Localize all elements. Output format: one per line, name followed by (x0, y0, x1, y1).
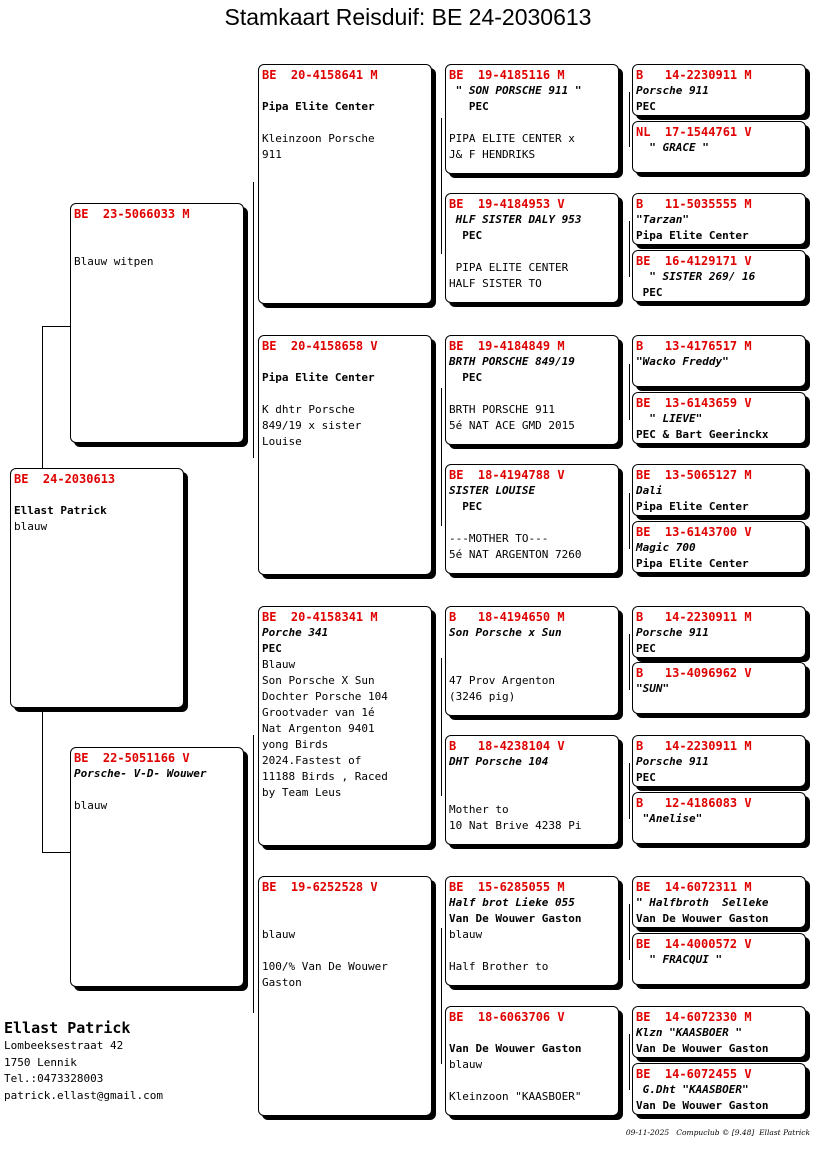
card-line: Gaston (262, 976, 302, 989)
pigeon-card-gen4[interactable] (632, 250, 806, 302)
pigeon-card-great-grandparent[interactable] (445, 193, 619, 303)
card-line: Pipa Elite Center (262, 371, 375, 384)
card-line: " Halfbroth Selleke (636, 896, 769, 909)
ring-number: B 14-2230911 M (636, 68, 752, 82)
card-line: blauw (449, 928, 483, 941)
ring-number: B 13-4176517 M (636, 339, 752, 353)
pigeon-card-great-grandparent[interactable] (445, 735, 619, 845)
connector-line (629, 763, 630, 819)
pigeon-card-gen4[interactable] (632, 64, 806, 116)
card-line: DHT Porsche 104 (449, 755, 549, 768)
page-title: Stamkaart Reisduif: BE 24-2030613 (224, 4, 592, 30)
card-line: BRTH PORSCHE 911 (449, 403, 555, 416)
card-line: PEC & Bart Geerinckx (636, 428, 769, 441)
ring-number: BE 13-5065127 M (636, 468, 752, 482)
pigeon-card-mother[interactable] (70, 747, 244, 987)
card-line (262, 386, 428, 402)
card-line: Pipa Elite Center (262, 100, 375, 113)
card-line: by Team Leus (262, 786, 342, 799)
card-line: (3246 pig) (449, 690, 516, 703)
card-line: Blauw witpen (74, 255, 154, 268)
pigeon-card-gen4[interactable] (632, 464, 806, 516)
card-line: Van De Wouwer Gaston (636, 912, 769, 925)
pigeon-card-gen4[interactable] (632, 392, 806, 444)
ring-number: BE 15-6285055 M (449, 880, 565, 894)
pigeon-card-great-grandparent[interactable] (445, 1006, 619, 1116)
card-line: Kleinzoon Porsche (262, 132, 375, 145)
pigeon-card-grandparent[interactable] (258, 335, 432, 575)
card-line (449, 786, 615, 802)
ring-number: BE 19-4184849 M (449, 339, 565, 353)
ring-number: BE 20-4158341 M (262, 610, 378, 624)
connector-line (629, 221, 630, 277)
card-line: PEC (449, 500, 483, 513)
card-line: BRTH PORSCHE 849/19 (449, 355, 575, 368)
pigeon-card-gen4[interactable] (632, 735, 806, 787)
ring-number: BE 14-6072455 V (636, 1067, 752, 1081)
card-line: ---MOTHER TO--- (449, 532, 549, 545)
card-line (449, 386, 615, 402)
card-line: Porsche 911 (636, 84, 709, 97)
card-line: Dali (636, 484, 663, 497)
card-line: Van De Wouwer Gaston (636, 1099, 769, 1112)
card-line: 911 (262, 148, 282, 161)
ring-number: B 18-4238104 V (449, 739, 565, 753)
ring-number: BE 14-6072330 M (636, 1010, 752, 1024)
owner-street: Lombeeksestraat 42 (4, 1039, 124, 1052)
ring-number: BE 20-4158658 V (262, 339, 378, 353)
card-line: PEC (449, 371, 483, 384)
connector-line (629, 1034, 630, 1090)
card-line (74, 238, 240, 254)
card-line: Blauw (262, 658, 296, 671)
card-line: Grootvader van 1é (262, 706, 375, 719)
ring-number: BE 18-6063706 V (449, 1010, 565, 1024)
connector-line (629, 904, 630, 960)
card-line (262, 115, 428, 131)
pigeon-card-subject[interactable] (10, 468, 184, 708)
card-line: J& F HENDRIKS (449, 148, 536, 161)
card-line: "SUN" (636, 682, 670, 695)
card-line: PEC (636, 642, 656, 655)
pigeon-card-gen4[interactable] (632, 335, 806, 387)
card-line (74, 782, 240, 798)
ring-number: BE 19-4184953 V (449, 197, 565, 211)
card-line: yong Birds (262, 738, 329, 751)
pigeon-card-gen4[interactable] (632, 1006, 806, 1058)
card-line: Ellast Patrick (14, 504, 107, 517)
card-line: Son Porsche x Sun (449, 626, 562, 639)
card-line (449, 770, 615, 786)
card-line: SISTER LOUISE (449, 484, 536, 497)
card-line: Porsche 911 (636, 755, 709, 768)
card-line: Son Porsche X Sun (262, 674, 375, 687)
connector-line (42, 326, 43, 470)
card-line (262, 354, 428, 370)
pigeon-card-grandparent[interactable] (258, 606, 432, 846)
connector-line (441, 388, 442, 526)
connector-line (629, 634, 630, 690)
card-line: " GRACE " (636, 141, 709, 154)
ring-number: BE 19-6252528 V (262, 880, 378, 894)
card-line (449, 115, 615, 131)
card-line: Mother to (449, 803, 509, 816)
card-line: "Tarzan" (636, 213, 689, 226)
card-line (449, 1073, 615, 1089)
connector-line (629, 493, 630, 549)
card-line: 5é NAT ARGENTON 7260 (449, 548, 582, 561)
pigeon-card-gen4[interactable] (632, 792, 806, 844)
card-line (14, 487, 180, 503)
ring-number: BE 23-5066033 M (74, 207, 190, 221)
connector-line (629, 364, 630, 420)
pigeon-card-gen4[interactable] (632, 876, 806, 928)
card-line: Kleinzoon "KAASBOER" (449, 1090, 582, 1103)
card-line: 100/% Van De Wouwer (262, 960, 388, 973)
card-line: Half Brother to (449, 960, 549, 973)
card-line: Louise (262, 435, 302, 448)
pigeon-card-great-grandparent[interactable] (445, 606, 619, 716)
card-line: K dhtr Porsche (262, 403, 355, 416)
pigeon-card-gen4[interactable] (632, 193, 806, 245)
ring-number: B 13-4096962 V (636, 666, 752, 680)
ring-number: BE 18-4194788 V (449, 468, 565, 482)
card-line: Pipa Elite Center (636, 229, 749, 242)
card-line: HALF SISTER TO (449, 277, 542, 290)
card-line: Magic 700 (636, 541, 696, 554)
owner-info (4, 1018, 163, 1104)
card-line (449, 943, 615, 959)
ring-number: BE 13-6143659 V (636, 396, 752, 410)
card-line: Van De Wouwer Gaston (636, 1042, 769, 1055)
card-line (74, 222, 240, 238)
pigeon-card-gen4[interactable] (632, 662, 806, 714)
card-line: 2024.Fastest of (262, 754, 362, 767)
card-line: " SISTER 269/ 16 (636, 270, 756, 283)
card-line (262, 895, 428, 911)
connector-line (441, 928, 442, 1064)
card-line: 10 Nat Brive 4238 Pi (449, 819, 582, 832)
card-line: PEC (636, 771, 656, 784)
card-line: " LIEVE" (636, 412, 703, 425)
card-line: blauw (449, 1058, 483, 1071)
card-line: PEC (449, 100, 489, 113)
card-line: Half brot Lieke 055 (449, 896, 575, 909)
card-line: "Anelise" (636, 812, 703, 825)
ring-number: BE 19-4185116 M (449, 68, 565, 82)
ring-number: B 12-4186083 V (636, 796, 752, 810)
ring-number: B 11-5035555 M (636, 197, 752, 211)
connector-line (42, 852, 70, 853)
card-line (449, 515, 615, 531)
ring-number: B 18-4194650 M (449, 610, 565, 624)
card-line (449, 641, 615, 657)
card-line: blauw (14, 520, 48, 533)
ring-number: BE 16-4129171 V (636, 254, 752, 268)
pigeon-card-gen4[interactable] (632, 933, 806, 985)
card-line: Porche 341 (262, 626, 329, 639)
ring-number: B 14-2230911 M (636, 739, 752, 753)
card-line: Pipa Elite Center (636, 500, 749, 513)
pigeon-card-gen4[interactable] (632, 1063, 806, 1115)
card-line (262, 943, 428, 959)
pigeon-card-gen4[interactable] (632, 606, 806, 658)
card-line: Klzn "KAASBOER " (636, 1026, 742, 1039)
ring-number: BE 13-6143700 V (636, 525, 752, 539)
card-line: " SON PORSCHE 911 " (449, 84, 582, 97)
pigeon-card-great-grandparent[interactable] (445, 876, 619, 986)
card-line (262, 83, 428, 99)
owner-city: 1750 Lennik (4, 1055, 77, 1069)
card-line: 849/19 x sister (262, 419, 362, 432)
card-line: "Wacko Freddy" (636, 355, 729, 368)
card-line: 47 Prov Argenton (449, 674, 555, 687)
card-line: PIPA ELITE CENTER x (449, 132, 575, 145)
card-line: Porsche 911 (636, 626, 709, 639)
connector-line (629, 92, 630, 147)
ring-number: BE 22-5051166 V (74, 751, 190, 765)
card-line (449, 244, 615, 260)
owner-email[interactable]: patrick.ellast@gmail.com (4, 1088, 163, 1102)
ring-number: BE 14-6072311 M (636, 880, 752, 894)
pigeon-card-great-grandparent[interactable] (445, 335, 619, 445)
card-line: Porsche- V-D- Wouwer (74, 767, 207, 780)
card-line (449, 1025, 615, 1041)
card-line: PEC (636, 100, 656, 113)
connector-line (42, 712, 43, 852)
card-line: " FRACQUI " (636, 953, 723, 966)
ring-number: B 14-2230911 M (636, 610, 752, 624)
connector-line (441, 658, 442, 796)
footer-text: 09-11-2025 Compuclub © [9.48] Ellast Patrick (625, 1128, 810, 1137)
card-line: 11188 Birds , Raced (262, 770, 388, 783)
card-line: PEC (262, 642, 282, 655)
owner-name: Ellast Patrick (4, 1019, 131, 1037)
pigeon-card-gen4[interactable] (632, 521, 806, 573)
pigeon-card-father[interactable] (70, 203, 244, 443)
connector-line (253, 735, 254, 1013)
card-line: Van De Wouwer Gaston (449, 912, 582, 925)
card-line: Dochter Porsche 104 (262, 690, 388, 703)
pigeon-card-grandparent[interactable] (258, 64, 432, 304)
card-line: HLF SISTER DALY 953 (449, 213, 582, 226)
card-line: PIPA ELITE CENTER (449, 261, 569, 274)
ring-number: BE 24-2030613 (14, 472, 116, 486)
pigeon-card-gen4[interactable] (632, 121, 806, 173)
card-line (262, 911, 428, 927)
card-line: 5é NAT ACE GMD 2015 (449, 419, 575, 432)
card-line: G.Dht "KAASBOER" (636, 1083, 749, 1096)
card-line: blauw (74, 799, 108, 812)
card-line: PEC (449, 229, 483, 242)
connector-line (42, 326, 70, 327)
card-line: PEC (636, 286, 663, 299)
card-line (449, 657, 615, 673)
pigeon-card-grandparent[interactable] (258, 876, 432, 1116)
card-line: Nat Argenton 9401 (262, 722, 375, 735)
pigeon-card-great-grandparent[interactable] (445, 64, 619, 174)
owner-phone: Tel.:0473328003 (4, 1072, 104, 1085)
card-line: Pipa Elite Center (636, 557, 749, 570)
connector-line (253, 182, 254, 458)
connector-line (441, 118, 442, 254)
ring-number: BE 20-4158641 M (262, 68, 378, 82)
ring-number: NL 17-1544761 V (636, 125, 752, 139)
ring-number: BE 14-4000572 V (636, 937, 752, 951)
pigeon-card-great-grandparent[interactable] (445, 464, 619, 574)
card-line: blauw (262, 928, 296, 941)
card-line: Van De Wouwer Gaston (449, 1042, 582, 1055)
